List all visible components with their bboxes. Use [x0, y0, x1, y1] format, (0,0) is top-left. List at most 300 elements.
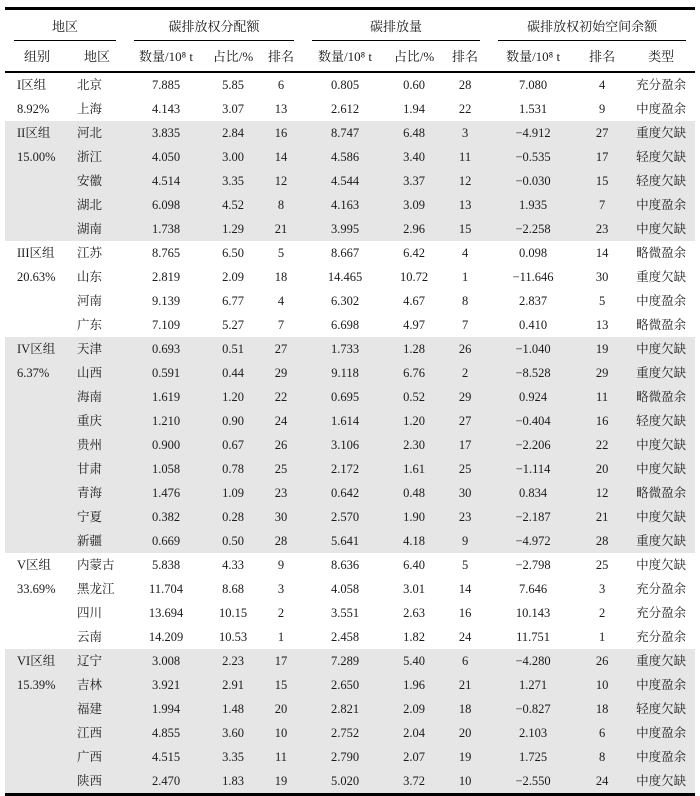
value-cell: 6	[441, 649, 489, 673]
value-cell: 0.591	[125, 361, 207, 385]
value-cell: 26	[577, 649, 627, 673]
value-cell: 2.752	[303, 721, 387, 745]
value-cell: 7	[577, 193, 627, 217]
value-cell: 8.68	[222, 581, 244, 596]
group-name: I区组	[17, 78, 47, 92]
value-cell: 20	[441, 721, 489, 745]
header-balance-group: 碳排放权初始空间余额	[489, 9, 695, 42]
value-cell: 9	[441, 529, 489, 553]
table-row	[5, 673, 695, 697]
value-cell: 22	[577, 433, 627, 457]
value-cell: −8.528	[489, 361, 577, 385]
value-cell: −0.827	[489, 697, 577, 721]
value-cell: 5	[598, 293, 606, 308]
value-cell: 23	[259, 481, 303, 505]
col-emit-share: 占比/%	[387, 41, 441, 72]
value-cell: 4.050	[125, 145, 207, 169]
region-name-cell: 湖北	[69, 193, 125, 217]
value-cell: 17	[259, 649, 303, 673]
col-alloc-rank: 排名	[259, 41, 303, 72]
value-cell: 6.42	[403, 245, 425, 260]
value-cell: 14.209	[148, 629, 184, 644]
value-cell: 中度欠缺	[627, 337, 695, 361]
value-cell: 7.080	[519, 77, 548, 92]
group-label-cell	[5, 72, 69, 121]
value-cell: 4.514	[125, 169, 207, 193]
region-name-cell: 山东	[77, 269, 103, 284]
value-cell: 1.82	[403, 629, 425, 644]
group-share: 6.37%	[17, 366, 50, 380]
value-cell: 3	[277, 581, 285, 596]
region-name-cell: 海南	[69, 385, 125, 409]
value-cell: 0.098	[519, 245, 548, 260]
value-cell: 3	[598, 581, 606, 596]
value-cell: 3.995	[303, 217, 387, 241]
value-cell: 8	[259, 193, 303, 217]
value-cell: 轻度欠缺	[627, 169, 695, 193]
table-row	[5, 361, 695, 385]
table-row	[5, 97, 695, 121]
header-allocation-group: 碳排放权分配额	[125, 9, 303, 42]
value-cell: 1.48	[207, 697, 259, 721]
value-cell: 13	[274, 101, 288, 116]
value-cell: 12	[577, 481, 627, 505]
value-cell: 1.614	[303, 409, 387, 433]
group-label-cell	[5, 553, 69, 649]
value-cell: 25	[259, 457, 303, 481]
value-cell: 0.382	[125, 505, 207, 529]
group-share: 8.92%	[17, 102, 50, 116]
value-cell: 4	[598, 77, 606, 92]
value-cell: 16	[259, 121, 303, 145]
region-name-cell: 湖南	[69, 217, 125, 241]
value-cell: 1.476	[125, 481, 207, 505]
region-name-cell: 江西	[69, 721, 125, 745]
value-cell: 5.838	[151, 557, 181, 572]
value-cell: 28	[259, 529, 303, 553]
value-cell: 1.058	[125, 457, 207, 481]
value-cell: 4.163	[303, 193, 387, 217]
region-name-cell: 四川	[77, 605, 103, 620]
value-cell: 中度盈余	[627, 745, 695, 769]
col-alloc-amount: 数量/10⁸ t	[125, 41, 207, 72]
value-cell: 6.77	[222, 293, 244, 308]
value-cell: 29	[577, 361, 627, 385]
value-cell: 中度盈余	[636, 293, 687, 308]
value-cell: 中度盈余	[627, 193, 695, 217]
value-cell: 0.78	[207, 457, 259, 481]
header-emission-group: 碳排放量	[303, 9, 489, 42]
value-cell: 中度欠缺	[636, 557, 687, 572]
value-cell: 28	[458, 77, 472, 92]
value-cell: 6.098	[125, 193, 207, 217]
table-row	[5, 265, 695, 289]
region-name-cell: 河北	[69, 121, 125, 145]
value-cell: −0.030	[489, 169, 577, 193]
value-cell: 19	[577, 337, 627, 361]
group-share: 33.69%	[17, 582, 56, 596]
table-row	[5, 72, 695, 97]
region-name-cell: 甘肃	[69, 457, 125, 481]
value-cell: −1.114	[489, 457, 577, 481]
value-cell: 20	[259, 697, 303, 721]
col-alloc-share: 占比/%	[207, 41, 259, 72]
value-cell: 13	[595, 317, 609, 332]
value-cell: 15	[577, 169, 627, 193]
value-cell: 3.40	[387, 145, 441, 169]
value-cell: 14	[595, 245, 609, 260]
table-row	[5, 577, 695, 601]
table-row	[5, 721, 695, 745]
value-cell: 4.67	[403, 293, 425, 308]
value-cell: −2.206	[489, 433, 577, 457]
value-cell: 中度欠缺	[627, 457, 695, 481]
value-cell: 8	[577, 745, 627, 769]
value-cell: 4	[277, 293, 285, 308]
header-region-group: 地区	[5, 9, 125, 42]
value-cell: 8.636	[330, 557, 360, 572]
value-cell: 0.48	[387, 481, 441, 505]
value-cell: 19	[259, 769, 303, 795]
table-row	[5, 481, 695, 505]
value-cell: 2.23	[207, 649, 259, 673]
value-cell: 中度盈余	[627, 673, 695, 697]
value-cell: −2.798	[515, 557, 551, 572]
value-cell: 4.515	[125, 745, 207, 769]
value-cell: 22	[458, 101, 472, 116]
value-cell: 7	[461, 317, 469, 332]
value-cell: 中度欠缺	[627, 769, 695, 795]
value-cell: 轻度欠缺	[627, 409, 695, 433]
value-cell: 20	[577, 457, 627, 481]
value-cell: 18	[274, 269, 288, 284]
table-row	[5, 649, 695, 673]
region-name-cell: 广东	[77, 317, 103, 332]
col-balance-rank: 排名	[577, 41, 627, 72]
value-cell: 2.837	[519, 293, 548, 308]
region-name-cell: 黑龙江	[77, 581, 115, 596]
value-cell: 13.694	[148, 605, 184, 620]
value-cell: 15	[441, 217, 489, 241]
value-cell: 重度欠缺	[627, 649, 695, 673]
region-name-cell: 江苏	[77, 245, 103, 260]
value-cell: 0.410	[519, 317, 548, 332]
table-row	[5, 313, 695, 337]
group-share: 15.39%	[17, 678, 56, 692]
region-name-cell: 辽宁	[69, 649, 125, 673]
value-cell: 2.07	[387, 745, 441, 769]
value-cell: −11.646	[512, 269, 554, 284]
value-cell: 3.37	[387, 169, 441, 193]
value-cell: 2.458	[330, 629, 360, 644]
value-cell: 2.63	[403, 605, 425, 620]
value-cell: 中度欠缺	[627, 505, 695, 529]
value-cell: 0.669	[125, 529, 207, 553]
value-cell: 30	[441, 481, 489, 505]
value-cell: 11.751	[516, 629, 551, 644]
table-row	[5, 529, 695, 553]
value-cell: 9.118	[303, 361, 387, 385]
value-cell: 9.139	[151, 293, 181, 308]
table-row	[5, 337, 695, 361]
value-cell: 2.790	[303, 745, 387, 769]
value-cell: 轻度欠缺	[627, 697, 695, 721]
value-cell: 0.924	[489, 385, 577, 409]
value-cell: 26	[259, 433, 303, 457]
table-row	[5, 145, 695, 169]
value-cell: 0.44	[207, 361, 259, 385]
region-name-cell: 吉林	[69, 673, 125, 697]
value-cell: 24	[259, 409, 303, 433]
group-label-cell	[5, 121, 69, 241]
value-cell: 1.271	[489, 673, 577, 697]
region-name-cell: 安徽	[69, 169, 125, 193]
value-cell: 4	[461, 245, 469, 260]
group-label-cell	[5, 337, 69, 553]
value-cell: 17	[577, 145, 627, 169]
value-cell: 3.00	[207, 145, 259, 169]
value-cell: 中度盈余	[627, 721, 695, 745]
value-cell: 5.020	[303, 769, 387, 795]
value-cell: 1.61	[387, 457, 441, 481]
value-cell: 0.51	[207, 337, 259, 361]
value-cell: 4.586	[303, 145, 387, 169]
value-cell: −4.912	[489, 121, 577, 145]
value-cell: 1.738	[125, 217, 207, 241]
table-row	[5, 769, 695, 795]
value-cell: 3.07	[222, 101, 244, 116]
region-name-cell: 北京	[77, 77, 103, 92]
value-cell: 4.544	[303, 169, 387, 193]
value-cell: 0.642	[303, 481, 387, 505]
value-cell: 4.058	[330, 581, 360, 596]
value-cell: 3.106	[303, 433, 387, 457]
value-cell: 27	[259, 337, 303, 361]
value-cell: 2.570	[303, 505, 387, 529]
value-cell: 3	[441, 121, 489, 145]
value-cell: 2.04	[387, 721, 441, 745]
table-row	[5, 241, 695, 265]
value-cell: 7	[277, 317, 285, 332]
value-cell: 略微盈余	[636, 317, 687, 332]
value-cell: 2.821	[303, 697, 387, 721]
region-name-cell: 天津	[69, 337, 125, 361]
value-cell: 中度欠缺	[627, 433, 695, 457]
col-balance-type: 类型	[627, 41, 695, 72]
value-cell: 中度盈余	[636, 101, 687, 116]
value-cell: 14	[458, 581, 472, 596]
value-cell: 1.20	[207, 385, 259, 409]
value-cell: 8.667	[330, 245, 360, 260]
value-cell: 3.921	[125, 673, 207, 697]
region-name-cell: 内蒙古	[77, 557, 115, 572]
table-row	[5, 697, 695, 721]
value-cell: 1.619	[125, 385, 207, 409]
value-cell: 0.90	[207, 409, 259, 433]
value-cell: 16	[577, 409, 627, 433]
value-cell: 2.470	[125, 769, 207, 795]
value-cell: 15	[259, 673, 303, 697]
value-cell: 7.646	[519, 581, 548, 596]
value-cell: 1.725	[489, 745, 577, 769]
value-cell: 0.28	[207, 505, 259, 529]
value-cell: 6.302	[330, 293, 360, 308]
value-cell: 2.96	[387, 217, 441, 241]
value-cell: 1.20	[387, 409, 441, 433]
value-cell: 21	[577, 505, 627, 529]
value-cell: 23	[577, 217, 627, 241]
value-cell: 10.72	[399, 269, 429, 284]
value-cell: 略微盈余	[627, 481, 695, 505]
col-group: 组别	[5, 41, 69, 72]
table-row	[5, 217, 695, 241]
value-cell: 2.30	[387, 433, 441, 457]
value-cell: 25	[441, 457, 489, 481]
value-cell: 1.733	[303, 337, 387, 361]
value-cell: 1	[277, 629, 285, 644]
value-cell: 27	[441, 409, 489, 433]
group-label-cell	[5, 241, 69, 337]
value-cell: 2	[598, 605, 606, 620]
value-cell: 4.33	[222, 557, 244, 572]
carbon-allocation-table	[5, 7, 695, 796]
value-cell: 重度欠缺	[627, 121, 695, 145]
value-cell: 重度欠缺	[627, 529, 695, 553]
value-cell: 1.29	[207, 217, 259, 241]
value-cell: 10.15	[218, 605, 248, 620]
value-cell: 6.698	[330, 317, 360, 332]
value-cell: 1.210	[125, 409, 207, 433]
value-cell: 26	[441, 337, 489, 361]
value-cell: 0.695	[303, 385, 387, 409]
value-cell: 9	[277, 557, 285, 572]
value-cell: 18	[577, 697, 627, 721]
value-cell: −2.550	[489, 769, 577, 795]
value-cell: 9	[598, 101, 606, 116]
region-name-cell: 云南	[77, 629, 103, 644]
value-cell: 3.551	[330, 605, 360, 620]
value-cell: 6	[277, 77, 285, 92]
value-cell: 3.01	[403, 581, 425, 596]
value-cell: 10	[577, 673, 627, 697]
value-cell: 0.52	[387, 385, 441, 409]
value-cell: 充分盈余	[636, 581, 687, 596]
group-share: 15.00%	[17, 150, 56, 164]
value-cell: 充分盈余	[636, 629, 687, 644]
value-cell: 27	[577, 121, 627, 145]
value-cell: 24	[577, 769, 627, 795]
value-cell: 19	[441, 745, 489, 769]
value-cell: 5.85	[222, 77, 244, 92]
value-cell: 2.650	[303, 673, 387, 697]
value-cell: 5.27	[222, 317, 244, 332]
value-cell: 10	[441, 769, 489, 795]
value-cell: 充分盈余	[636, 605, 687, 620]
region-name-cell: 青海	[69, 481, 125, 505]
value-cell: 0.50	[207, 529, 259, 553]
value-cell: 1.94	[403, 101, 425, 116]
table-row	[5, 433, 695, 457]
group-name: V区组	[17, 558, 52, 572]
value-cell: 3.60	[207, 721, 259, 745]
value-cell: 2	[277, 605, 285, 620]
value-cell: 0.805	[330, 77, 360, 92]
value-cell: 5.641	[303, 529, 387, 553]
col-region: 地区	[69, 41, 125, 72]
value-cell: 1.531	[519, 101, 548, 116]
value-cell: 0.67	[207, 433, 259, 457]
value-cell: 3.35	[207, 169, 259, 193]
region-name-cell: 福建	[69, 697, 125, 721]
value-cell: 21	[441, 673, 489, 697]
value-cell: 8.747	[303, 121, 387, 145]
value-cell: 14	[259, 145, 303, 169]
value-cell: 30	[259, 505, 303, 529]
value-cell: 2.103	[489, 721, 577, 745]
value-cell: 3.008	[125, 649, 207, 673]
value-cell: 22	[259, 385, 303, 409]
value-cell: 7.289	[303, 649, 387, 673]
value-cell: 2.91	[207, 673, 259, 697]
value-cell: 25	[595, 557, 609, 572]
value-cell: 6.76	[387, 361, 441, 385]
group-name: II区组	[17, 126, 51, 140]
value-cell: 23	[441, 505, 489, 529]
table-header	[5, 9, 695, 73]
value-cell: 30	[595, 269, 609, 284]
table-row	[5, 457, 695, 481]
table-body	[5, 72, 695, 795]
value-cell: 1.96	[387, 673, 441, 697]
value-cell: 5.40	[387, 649, 441, 673]
value-cell: 2.819	[151, 269, 181, 284]
value-cell: 略微盈余	[636, 245, 687, 260]
region-name-cell: 河南	[77, 293, 103, 308]
value-cell: 1.28	[387, 337, 441, 361]
value-cell: 6.48	[387, 121, 441, 145]
value-cell: 2.84	[207, 121, 259, 145]
value-cell: 3.09	[387, 193, 441, 217]
region-name-cell: 新疆	[69, 529, 125, 553]
region-name-cell: 陕西	[69, 769, 125, 795]
value-cell: 14.465	[327, 269, 363, 284]
table-row	[5, 553, 695, 577]
group-name: VI区组	[17, 654, 56, 668]
value-cell: 2.09	[387, 697, 441, 721]
value-cell: 29	[259, 361, 303, 385]
value-cell: 中度欠缺	[627, 217, 695, 241]
table-row	[5, 625, 695, 649]
value-cell: −2.258	[489, 217, 577, 241]
value-cell: 3.835	[125, 121, 207, 145]
value-cell: −4.972	[489, 529, 577, 553]
value-cell: 11	[577, 385, 627, 409]
value-cell: 1.935	[489, 193, 577, 217]
value-cell: 13	[441, 193, 489, 217]
value-cell: 8	[461, 293, 469, 308]
value-cell: 4.855	[125, 721, 207, 745]
table-row	[5, 193, 695, 217]
value-cell: 10.53	[218, 629, 248, 644]
region-name-cell: 上海	[77, 101, 103, 116]
region-name-cell: 重庆	[69, 409, 125, 433]
value-cell: 11	[441, 145, 489, 169]
value-cell: 2.172	[303, 457, 387, 481]
group-header-row	[5, 9, 695, 42]
value-cell: 0.900	[125, 433, 207, 457]
value-cell: 24	[458, 629, 472, 644]
value-cell: 重度欠缺	[636, 269, 687, 284]
